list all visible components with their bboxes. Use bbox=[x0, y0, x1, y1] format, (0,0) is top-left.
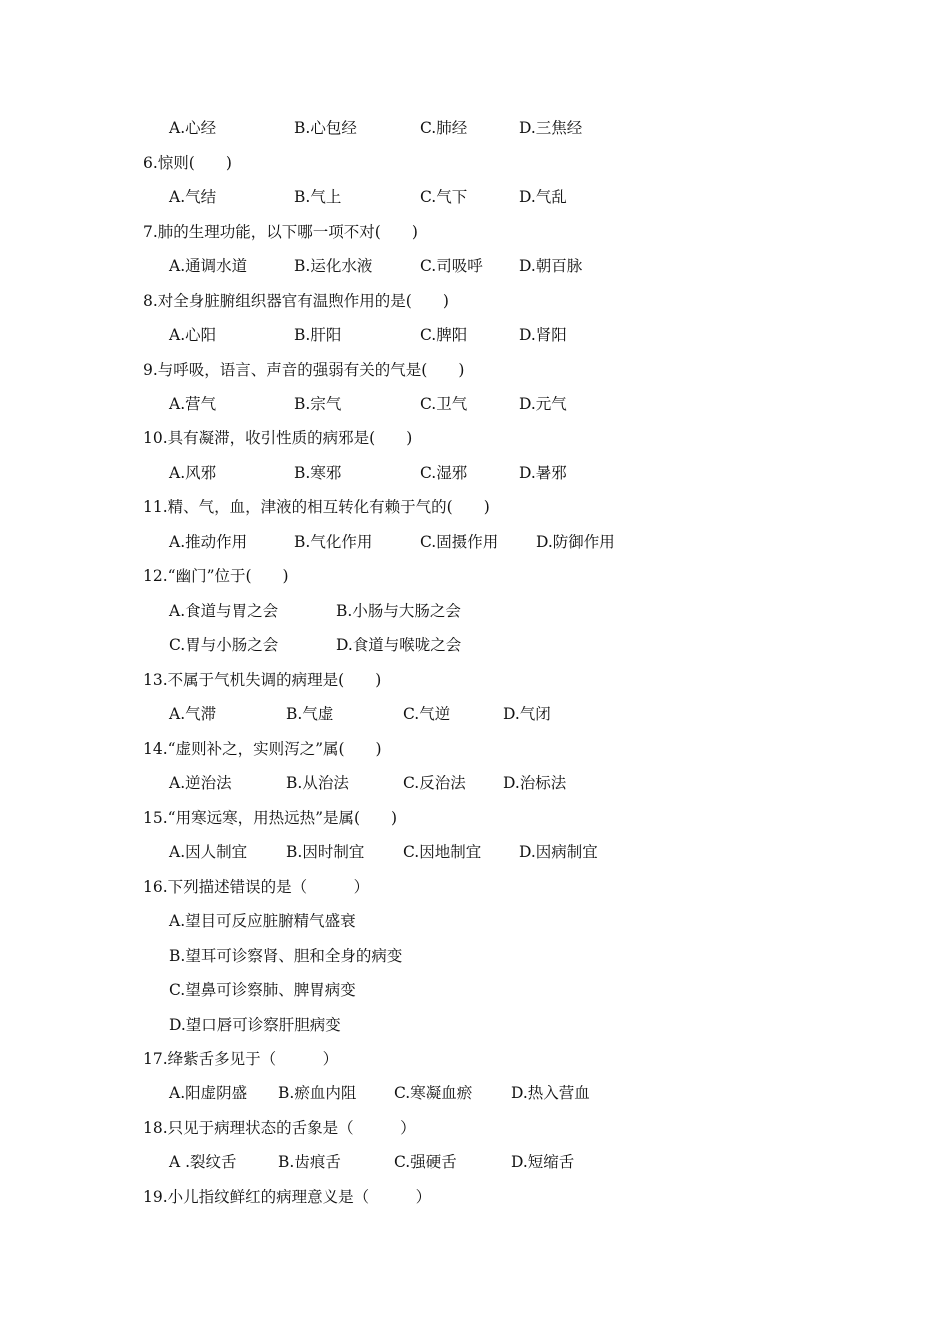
question-text: 11.精、气，血，津液的相互转化有赖于气的( ) bbox=[143, 498, 490, 516]
answer-option: A.通调水道 bbox=[169, 257, 248, 275]
answer-option: C.胃与小肠之会 bbox=[169, 636, 279, 654]
question-text: 10.具有凝滞，收引性质的病邪是( ) bbox=[143, 429, 413, 447]
answer-option: A .裂纹舌 bbox=[169, 1153, 237, 1171]
answer-option: D.热入营血 bbox=[511, 1084, 590, 1102]
answer-option: B.气上 bbox=[294, 188, 342, 206]
answer-option: A.气结 bbox=[169, 188, 217, 206]
answer-option: A.望目可反应脏腑精气盛衰 bbox=[169, 912, 356, 930]
question-text: 12.“幽门”位于( ) bbox=[143, 567, 289, 585]
answer-option: D.气乱 bbox=[519, 188, 567, 206]
answer-option: A.风邪 bbox=[169, 464, 217, 482]
answer-option: D.暑邪 bbox=[519, 464, 567, 482]
answer-option: D.因病制宜 bbox=[519, 843, 598, 861]
question-text: 8.对全身脏腑组织器官有温煦作用的是( ) bbox=[143, 292, 449, 310]
answer-option: B.从治法 bbox=[286, 774, 349, 792]
answer-option: D.朝百脉 bbox=[519, 257, 583, 275]
answer-option: B.望耳可诊察肾、胆和全身的病变 bbox=[169, 947, 403, 965]
answer-option: A.心阳 bbox=[169, 326, 217, 344]
answer-option: B.瘀血内阻 bbox=[278, 1084, 357, 1102]
answer-option: A.逆治法 bbox=[169, 774, 232, 792]
answer-option: C.因地制宜 bbox=[403, 843, 482, 861]
answer-option: C.气逆 bbox=[403, 705, 451, 723]
answer-option: D.食道与喉咙之会 bbox=[336, 636, 462, 654]
answer-option: B.齿痕舌 bbox=[278, 1153, 341, 1171]
answer-option: A.心经 bbox=[169, 119, 217, 137]
answer-option: C.司吸呼 bbox=[420, 257, 483, 275]
answer-option: D.短缩舌 bbox=[511, 1153, 575, 1171]
answer-option: D.元气 bbox=[519, 395, 567, 413]
answer-option: D.治标法 bbox=[503, 774, 567, 792]
answer-option: D.望口唇可诊察肝胆病变 bbox=[169, 1016, 341, 1034]
answer-option: A.食道与胃之会 bbox=[169, 602, 279, 620]
answer-option: B.气化作用 bbox=[294, 533, 373, 551]
answer-option: B.宗气 bbox=[294, 395, 342, 413]
question-text: 6.惊则( ) bbox=[143, 154, 232, 172]
answer-option: D.气闭 bbox=[503, 705, 551, 723]
answer-option: C.湿邪 bbox=[420, 464, 468, 482]
question-text: 19.小儿指纹鲜红的病理意义是（ ） bbox=[143, 1188, 432, 1206]
answer-option: A.气滞 bbox=[169, 705, 217, 723]
answer-option: C.气下 bbox=[420, 188, 468, 206]
answer-option: C.卫气 bbox=[420, 395, 468, 413]
answer-option: D.防御作用 bbox=[536, 533, 615, 551]
question-text: 7.肺的生理功能，以下哪一项不对( ) bbox=[143, 223, 418, 241]
answer-option: C.寒凝血瘀 bbox=[394, 1084, 473, 1102]
answer-option: A.因人制宜 bbox=[169, 843, 248, 861]
answer-option: A.阳虚阴盛 bbox=[169, 1084, 248, 1102]
answer-option: C.固摄作用 bbox=[420, 533, 499, 551]
question-text: 15.“用寒远寒，用热远热”是属( ) bbox=[143, 809, 398, 827]
question-text: 18.只见于病理状态的舌象是（ ） bbox=[143, 1119, 416, 1137]
question-text: 14.“虚则补之，实则泻之”属( ) bbox=[143, 740, 382, 758]
question-text: 17.绛紫舌多见于（ ） bbox=[143, 1050, 339, 1068]
answer-option: B.心包经 bbox=[294, 119, 357, 137]
answer-option: A.营气 bbox=[169, 395, 217, 413]
answer-option: B.寒邪 bbox=[294, 464, 342, 482]
answer-option: B.肝阳 bbox=[294, 326, 342, 344]
answer-option: C.强硬舌 bbox=[394, 1153, 457, 1171]
answer-option: D.三焦经 bbox=[519, 119, 583, 137]
answer-option: B.运化水液 bbox=[294, 257, 373, 275]
answer-option: C.脾阳 bbox=[420, 326, 468, 344]
answer-option: C.肺经 bbox=[420, 119, 468, 137]
answer-option: C.望鼻可诊察肺、脾胃病变 bbox=[169, 981, 356, 999]
question-text: 9.与呼吸，语言、声音的强弱有关的气是( ) bbox=[143, 361, 465, 379]
answer-option: B.气虚 bbox=[286, 705, 334, 723]
answer-option: D.肾阳 bbox=[519, 326, 567, 344]
answer-option: B.小肠与大肠之会 bbox=[336, 602, 461, 620]
answer-option: A.推动作用 bbox=[169, 533, 248, 551]
question-text: 16.下列描述错误的是（ ） bbox=[143, 878, 370, 896]
question-text: 13.不属于气机失调的病理是( ) bbox=[143, 671, 382, 689]
answer-option: B.因时制宜 bbox=[286, 843, 365, 861]
answer-option: C.反治法 bbox=[403, 774, 466, 792]
